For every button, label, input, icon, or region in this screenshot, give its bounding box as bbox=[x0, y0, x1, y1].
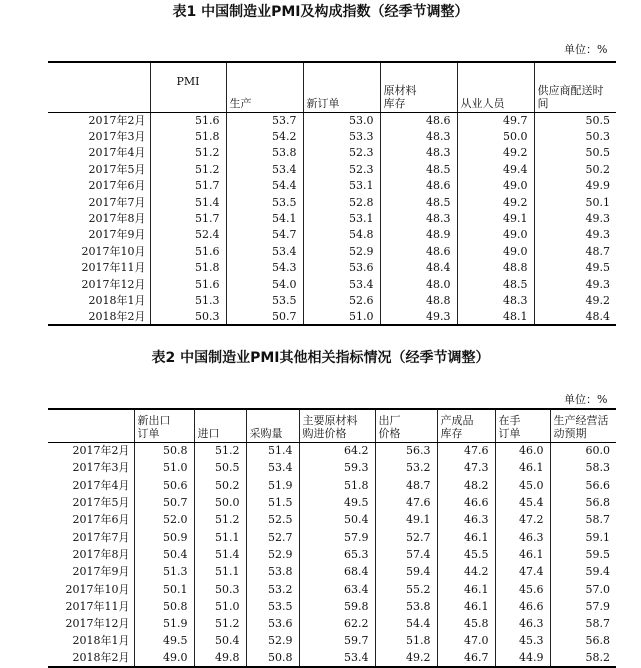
table-row bbox=[48, 145, 616, 161]
row-label: 2017年3月 bbox=[72, 461, 130, 475]
value-cell: 49.2 bbox=[457, 194, 534, 210]
value-cell: 48.8 bbox=[380, 292, 457, 308]
value-cell: 49.7 bbox=[457, 112, 534, 128]
value-cell: 50.1 bbox=[134, 580, 194, 597]
value-cell: 59.1 bbox=[550, 528, 616, 545]
table-row bbox=[48, 459, 616, 476]
value-cell: 46.6 bbox=[495, 598, 550, 615]
value-cell: 51.2 bbox=[194, 442, 246, 459]
table2-col-purchase-quantity: 采购量 bbox=[246, 409, 299, 442]
value-cell: 45.5 bbox=[437, 546, 495, 563]
value-cell: 59.8 bbox=[299, 598, 375, 615]
value-cell: 52.7 bbox=[246, 528, 299, 545]
value-cell: 64.2 bbox=[299, 442, 375, 459]
row-label: 2017年8月 bbox=[72, 547, 130, 561]
value-cell: 46.6 bbox=[437, 494, 495, 511]
value-cell: 49.3 bbox=[534, 227, 616, 243]
value-cell: 48.2 bbox=[437, 477, 495, 494]
value-cell: 62.2 bbox=[299, 615, 375, 632]
table-row bbox=[48, 563, 616, 580]
table2-title: 表2 中国制造业PMI其他相关指标情况（经季节调整） bbox=[151, 350, 490, 366]
table-row bbox=[48, 477, 616, 494]
value-cell: 52.8 bbox=[303, 194, 380, 210]
value-cell: 54.4 bbox=[226, 178, 303, 194]
value-cell: 46.1 bbox=[437, 528, 495, 545]
value-cell: 58.2 bbox=[550, 650, 616, 667]
value-cell: 56.8 bbox=[550, 632, 616, 649]
table-row bbox=[48, 276, 616, 292]
table1-header-row bbox=[48, 62, 616, 112]
row-label: 2017年8月 bbox=[88, 212, 146, 226]
value-cell: 50.6 bbox=[134, 477, 194, 494]
value-cell: 48.3 bbox=[380, 210, 457, 226]
table2-col-business-expectations: 生产经营活 动预期 bbox=[550, 409, 616, 442]
value-cell: 52.4 bbox=[150, 227, 226, 243]
value-cell: 49.9 bbox=[534, 178, 616, 194]
value-cell: 53.5 bbox=[226, 194, 303, 210]
value-cell: 51.6 bbox=[150, 276, 226, 292]
value-cell: 48.3 bbox=[380, 128, 457, 144]
row-label: 2017年11月 bbox=[65, 599, 130, 613]
value-cell: 53.5 bbox=[246, 598, 299, 615]
value-cell: 51.0 bbox=[134, 459, 194, 476]
table-row bbox=[48, 511, 616, 528]
row-label: 2018年1月 bbox=[88, 293, 146, 307]
table-row bbox=[48, 210, 616, 226]
row-label: 2017年6月 bbox=[72, 513, 130, 527]
value-cell: 55.2 bbox=[375, 580, 437, 597]
table-row bbox=[48, 546, 616, 563]
table-row bbox=[48, 128, 616, 144]
value-cell: 46.1 bbox=[495, 459, 550, 476]
value-cell: 47.6 bbox=[437, 442, 495, 459]
value-cell: 54.4 bbox=[375, 615, 437, 632]
table2-col-backlog-orders: 在手 订单 bbox=[495, 409, 550, 442]
value-cell: 52.3 bbox=[303, 145, 380, 161]
value-cell: 51.5 bbox=[246, 494, 299, 511]
value-cell: 59.7 bbox=[299, 632, 375, 649]
value-cell: 44.2 bbox=[437, 563, 495, 580]
table1-col-raw-material-inventory: 原材料 库存 bbox=[380, 62, 457, 112]
value-cell: 53.4 bbox=[246, 459, 299, 476]
value-cell: 53.4 bbox=[226, 243, 303, 259]
value-cell: 59.5 bbox=[550, 546, 616, 563]
table-row bbox=[48, 309, 616, 325]
value-cell: 48.5 bbox=[380, 194, 457, 210]
value-cell: 49.2 bbox=[375, 650, 437, 667]
value-cell: 52.9 bbox=[246, 632, 299, 649]
value-cell: 49.1 bbox=[375, 511, 437, 528]
value-cell: 51.8 bbox=[150, 128, 226, 144]
table1-title: 表1 中国制造业PMI及构成指数（经季节调整） bbox=[172, 4, 469, 20]
row-label: 2017年10月 bbox=[65, 582, 130, 596]
value-cell: 48.4 bbox=[380, 260, 457, 276]
value-cell: 51.7 bbox=[150, 178, 226, 194]
value-cell: 51.9 bbox=[134, 615, 194, 632]
value-cell: 52.0 bbox=[134, 511, 194, 528]
value-cell: 47.3 bbox=[437, 459, 495, 476]
row-label: 2017年12月 bbox=[65, 617, 130, 631]
value-cell: 51.8 bbox=[150, 260, 226, 276]
value-cell: 46.3 bbox=[495, 615, 550, 632]
value-cell: 52.9 bbox=[303, 243, 380, 259]
table-row bbox=[48, 161, 616, 177]
value-cell: 52.6 bbox=[303, 292, 380, 308]
value-cell: 50.4 bbox=[134, 546, 194, 563]
value-cell: 57.9 bbox=[299, 528, 375, 545]
value-cell: 50.9 bbox=[134, 528, 194, 545]
value-cell: 53.1 bbox=[303, 210, 380, 226]
value-cell: 53.8 bbox=[246, 563, 299, 580]
value-cell: 54.1 bbox=[226, 210, 303, 226]
table-row bbox=[48, 598, 616, 615]
value-cell: 65.3 bbox=[299, 546, 375, 563]
pmi-other-indicators-table bbox=[48, 408, 616, 668]
value-cell: 50.3 bbox=[534, 128, 616, 144]
value-cell: 49.1 bbox=[457, 210, 534, 226]
value-cell: 56.3 bbox=[375, 442, 437, 459]
value-cell: 50.2 bbox=[534, 161, 616, 177]
value-cell: 63.4 bbox=[299, 580, 375, 597]
table-row bbox=[48, 615, 616, 632]
value-cell: 56.8 bbox=[550, 494, 616, 511]
row-label: 2017年9月 bbox=[72, 565, 130, 579]
value-cell: 54.0 bbox=[226, 276, 303, 292]
value-cell: 45.6 bbox=[495, 580, 550, 597]
value-cell: 51.2 bbox=[194, 615, 246, 632]
table-row bbox=[48, 227, 616, 243]
value-cell: 49.5 bbox=[534, 260, 616, 276]
value-cell: 48.6 bbox=[380, 112, 457, 128]
row-label: 2017年9月 bbox=[88, 228, 146, 242]
value-cell: 46.1 bbox=[495, 546, 550, 563]
value-cell: 52.9 bbox=[246, 546, 299, 563]
value-cell: 48.8 bbox=[457, 260, 534, 276]
value-cell: 45.8 bbox=[437, 615, 495, 632]
row-label: 2017年7月 bbox=[72, 530, 130, 544]
value-cell: 53.4 bbox=[226, 161, 303, 177]
value-cell: 49.0 bbox=[134, 650, 194, 667]
value-cell: 50.0 bbox=[194, 494, 246, 511]
value-cell: 57.4 bbox=[375, 546, 437, 563]
row-label: 2017年2月 bbox=[72, 444, 130, 458]
value-cell: 49.3 bbox=[380, 309, 457, 325]
value-cell: 49.5 bbox=[299, 494, 375, 511]
value-cell: 49.3 bbox=[534, 210, 616, 226]
table2-col-finished-goods-inventory: 产成品 库存 bbox=[437, 409, 495, 442]
value-cell: 49.4 bbox=[457, 161, 534, 177]
value-cell: 53.6 bbox=[246, 615, 299, 632]
value-cell: 53.8 bbox=[226, 145, 303, 161]
value-cell: 59.3 bbox=[299, 459, 375, 476]
value-cell: 51.3 bbox=[150, 292, 226, 308]
table-row bbox=[48, 194, 616, 210]
value-cell: 46.3 bbox=[495, 528, 550, 545]
value-cell: 54.3 bbox=[226, 260, 303, 276]
table-row bbox=[48, 243, 616, 259]
row-label: 2018年2月 bbox=[48, 309, 150, 325]
table-row bbox=[48, 528, 616, 545]
table2-corner-cell bbox=[48, 409, 134, 442]
value-cell: 49.0 bbox=[457, 227, 534, 243]
value-cell: 51.8 bbox=[375, 632, 437, 649]
value-cell: 57.0 bbox=[550, 580, 616, 597]
row-label: 2017年11月 bbox=[81, 261, 146, 275]
table2-col-imports: 进口 bbox=[194, 409, 246, 442]
value-cell: 53.8 bbox=[375, 598, 437, 615]
value-cell: 48.3 bbox=[457, 292, 534, 308]
value-cell: 53.2 bbox=[246, 580, 299, 597]
value-cell: 45.4 bbox=[495, 494, 550, 511]
value-cell: 48.1 bbox=[457, 309, 534, 325]
value-cell: 53.4 bbox=[303, 276, 380, 292]
row-label: 2018年1月 bbox=[72, 634, 130, 648]
row-label: 2017年5月 bbox=[72, 496, 130, 510]
value-cell: 59.4 bbox=[550, 563, 616, 580]
value-cell: 53.2 bbox=[375, 459, 437, 476]
value-cell: 51.0 bbox=[194, 598, 246, 615]
value-cell: 51.9 bbox=[246, 477, 299, 494]
value-cell: 46.7 bbox=[437, 650, 495, 667]
value-cell: 48.6 bbox=[380, 243, 457, 259]
value-cell: 53.1 bbox=[303, 178, 380, 194]
value-cell: 48.3 bbox=[380, 145, 457, 161]
value-cell: 49.3 bbox=[534, 276, 616, 292]
table1-col-production: 生产 bbox=[226, 62, 303, 112]
table2-header-row bbox=[48, 409, 616, 442]
value-cell: 68.4 bbox=[299, 563, 375, 580]
value-cell: 47.4 bbox=[495, 563, 550, 580]
value-cell: 50.8 bbox=[246, 650, 299, 667]
value-cell: 60.0 bbox=[550, 442, 616, 459]
value-cell: 51.6 bbox=[150, 243, 226, 259]
value-cell: 49.2 bbox=[457, 145, 534, 161]
value-cell: 47.0 bbox=[437, 632, 495, 649]
value-cell: 50.2 bbox=[194, 477, 246, 494]
row-label: 2017年6月 bbox=[88, 179, 146, 193]
value-cell: 52.7 bbox=[375, 528, 437, 545]
table2-col-input-prices: 主要原材料 购进价格 bbox=[299, 409, 375, 442]
table-row bbox=[48, 112, 616, 128]
value-cell: 49.0 bbox=[457, 178, 534, 194]
value-cell: 50.4 bbox=[299, 511, 375, 528]
value-cell: 50.8 bbox=[134, 442, 194, 459]
value-cell: 53.7 bbox=[226, 112, 303, 128]
table-row bbox=[48, 292, 616, 308]
value-cell: 59.4 bbox=[375, 563, 437, 580]
value-cell: 58.7 bbox=[550, 615, 616, 632]
value-cell: 49.0 bbox=[457, 243, 534, 259]
value-cell: 50.3 bbox=[150, 309, 226, 325]
value-cell: 51.1 bbox=[194, 528, 246, 545]
value-cell: 51.2 bbox=[194, 511, 246, 528]
row-label: 2017年12月 bbox=[81, 277, 146, 291]
row-label: 2017年4月 bbox=[88, 146, 146, 160]
table1-corner-cell bbox=[48, 62, 150, 112]
value-cell: 48.6 bbox=[380, 178, 457, 194]
value-cell: 46.3 bbox=[437, 511, 495, 528]
table-row bbox=[48, 632, 616, 649]
value-cell: 48.7 bbox=[375, 477, 437, 494]
value-cell: 58.3 bbox=[550, 459, 616, 476]
row-label: 2017年2月 bbox=[88, 113, 146, 127]
value-cell: 52.5 bbox=[246, 511, 299, 528]
table-row bbox=[48, 580, 616, 597]
value-cell: 47.6 bbox=[375, 494, 437, 511]
value-cell: 48.5 bbox=[457, 276, 534, 292]
value-cell: 50.7 bbox=[226, 309, 303, 325]
table1-col-employment: 从业人员 bbox=[457, 62, 534, 112]
table2-unit: 单位：% bbox=[564, 393, 608, 406]
value-cell: 51.2 bbox=[150, 161, 226, 177]
value-cell: 51.3 bbox=[134, 563, 194, 580]
value-cell: 53.0 bbox=[303, 112, 380, 128]
row-label: 2018年2月 bbox=[48, 650, 134, 667]
value-cell: 52.3 bbox=[303, 161, 380, 177]
value-cell: 50.1 bbox=[534, 194, 616, 210]
value-cell: 47.2 bbox=[495, 511, 550, 528]
value-cell: 50.5 bbox=[194, 459, 246, 476]
value-cell: 46.1 bbox=[437, 580, 495, 597]
table-row bbox=[48, 494, 616, 511]
value-cell: 56.6 bbox=[550, 477, 616, 494]
value-cell: 45.3 bbox=[495, 632, 550, 649]
value-cell: 48.4 bbox=[534, 309, 616, 325]
value-cell: 53.5 bbox=[226, 292, 303, 308]
value-cell: 51.4 bbox=[150, 194, 226, 210]
value-cell: 51.7 bbox=[150, 210, 226, 226]
row-label: 2017年5月 bbox=[88, 162, 146, 176]
value-cell: 48.7 bbox=[534, 243, 616, 259]
value-cell: 48.9 bbox=[380, 227, 457, 243]
value-cell: 44.9 bbox=[495, 650, 550, 667]
value-cell: 46.0 bbox=[495, 442, 550, 459]
value-cell: 51.4 bbox=[246, 442, 299, 459]
value-cell: 49.8 bbox=[194, 650, 246, 667]
value-cell: 50.7 bbox=[134, 494, 194, 511]
value-cell: 50.0 bbox=[457, 128, 534, 144]
table1-col-pmi: PMI bbox=[150, 62, 226, 112]
value-cell: 51.8 bbox=[299, 477, 375, 494]
value-cell: 57.9 bbox=[550, 598, 616, 615]
value-cell: 58.7 bbox=[550, 511, 616, 528]
value-cell: 48.5 bbox=[380, 161, 457, 177]
value-cell: 46.1 bbox=[437, 598, 495, 615]
value-cell: 45.0 bbox=[495, 477, 550, 494]
row-label: 2017年4月 bbox=[72, 478, 130, 492]
table2-col-new-export-orders: 新出口 订单 bbox=[134, 409, 194, 442]
value-cell: 51.6 bbox=[150, 112, 226, 128]
value-cell: 48.0 bbox=[380, 276, 457, 292]
value-cell: 54.7 bbox=[226, 227, 303, 243]
value-cell: 50.4 bbox=[194, 632, 246, 649]
table2-col-output-prices: 出厂 价格 bbox=[375, 409, 437, 442]
table-row bbox=[48, 260, 616, 276]
table1-col-supplier-delivery-time: 供应商配送时 间 bbox=[534, 62, 616, 112]
value-cell: 51.4 bbox=[194, 546, 246, 563]
value-cell: 51.0 bbox=[303, 309, 380, 325]
value-cell: 53.4 bbox=[299, 650, 375, 667]
value-cell: 53.3 bbox=[303, 128, 380, 144]
value-cell: 50.5 bbox=[534, 112, 616, 128]
value-cell: 54.2 bbox=[226, 128, 303, 144]
table-row bbox=[48, 650, 616, 667]
value-cell: 50.5 bbox=[534, 145, 616, 161]
row-label: 2017年3月 bbox=[88, 130, 146, 144]
table1-col-new-orders: 新订单 bbox=[303, 62, 380, 112]
value-cell: 54.8 bbox=[303, 227, 380, 243]
row-label: 2017年10月 bbox=[81, 244, 146, 258]
pmi-components-table bbox=[48, 61, 616, 326]
value-cell: 51.2 bbox=[150, 145, 226, 161]
table-row bbox=[48, 178, 616, 194]
value-cell: 53.6 bbox=[303, 260, 380, 276]
table1-unit: 单位：% bbox=[564, 43, 608, 56]
value-cell: 49.2 bbox=[534, 292, 616, 308]
value-cell: 50.3 bbox=[194, 580, 246, 597]
row-label: 2017年7月 bbox=[88, 195, 146, 209]
table-row bbox=[48, 442, 616, 459]
value-cell: 49.5 bbox=[134, 632, 194, 649]
value-cell: 50.8 bbox=[134, 598, 194, 615]
value-cell: 51.1 bbox=[194, 563, 246, 580]
